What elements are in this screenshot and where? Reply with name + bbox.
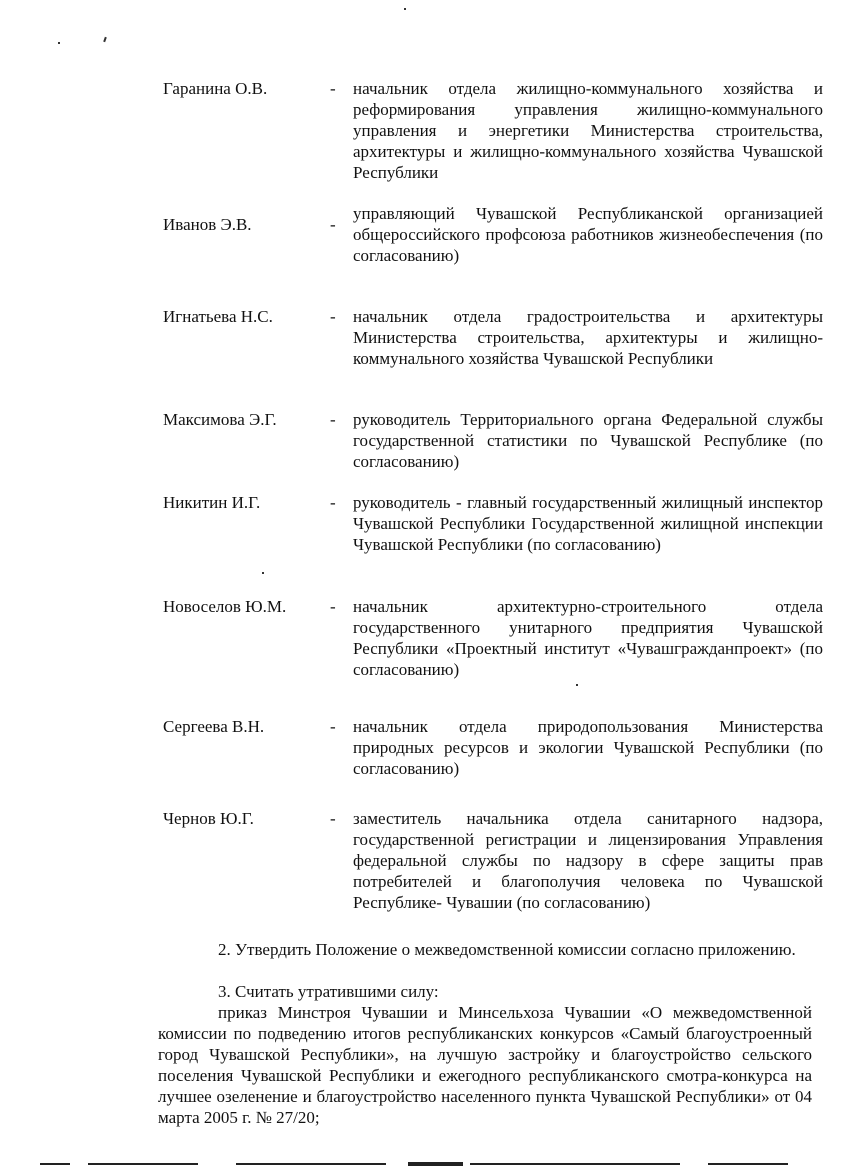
member-dash: -	[330, 79, 336, 98]
member-dash: -	[330, 597, 336, 616]
member-name: Сергеева В.Н.	[163, 717, 265, 736]
member-name: Игнатьева Н.С.	[163, 307, 273, 326]
member-position: управляющий Чувашской Республиканской организацией общероссийского профсоюза работников жизнеобеспечения (по согласованию)	[353, 204, 823, 265]
scan-edge-line	[708, 1163, 788, 1165]
member-position: начальник отдела природопользования Министерства природных ресурсов и экологии Чувашской Республики (по согласованию)	[353, 717, 823, 778]
paragraph-repeal-heading: 3. Считать утратившими силу:	[218, 982, 439, 1001]
scan-edge-line	[236, 1163, 386, 1165]
member-position: начальник отдела жилищно-коммунального хозяйства и реформирования управления жилищно-коммунального управления и энергетики Министерства строительства, архитектуры и жилищно-коммунального хозяйства Чувашской Республики	[353, 79, 823, 182]
member-dash: -	[330, 493, 336, 512]
scan-speck	[58, 42, 60, 44]
member-dash: -	[330, 215, 336, 234]
scan-edge-line	[88, 1163, 198, 1165]
member-name: Новоселов Ю.М.	[163, 597, 287, 616]
member-dash: -	[330, 717, 336, 736]
scan-edge-line	[408, 1162, 463, 1166]
member-dash: -	[330, 410, 336, 429]
paragraph-approve-regulation: 2. Утвердить Положение о межведомственной комиссии согласно приложению.	[218, 940, 796, 959]
scan-speck	[404, 8, 406, 10]
member-dash: -	[330, 809, 336, 828]
member-name: Гаранина О.В.	[163, 79, 268, 98]
paragraph-repealed-order: приказ Минстроя Чувашии и Минсельхоза Чувашии «О межведомственной комиссии по подведению итогов республиканских конкурсов «Самый благоустроенный город Чувашской Республики», на лучшую застройку и благоустройство сельского поселения Чувашской Республики и ежегодного республиканского смотра-конкурса на лучшее озеленение и благоустройство населенного пункта Чувашской Республики» от 04 марта 2005 г. № 27/20;	[158, 1003, 812, 1127]
member-position: начальник архитектурно-строительного отдела государственного унитарного предприятия Чувашской Республики «Проектный институт «Чувашгражданпроект» (по согласованию)	[353, 597, 823, 679]
member-position: руководитель Территориального органа Федеральной службы государственной статистики по Чувашской Республике (по согласованию)	[353, 410, 823, 471]
scan-speck	[262, 572, 264, 574]
member-position: начальник отдела градостроительства и архитектуры Министерства строительства, архитектуры и жилищно-коммунального хозяйства Чувашской Республики	[353, 307, 823, 368]
member-name: Иванов Э.В.	[163, 215, 252, 234]
member-dash: -	[330, 307, 336, 326]
member-name: Никитин И.Г.	[163, 493, 261, 512]
member-position: руководитель - главный государственный жилищный инспектор Чувашской Республики Государственной жилищной инспекции Чувашской Республики (по согласованию)	[353, 493, 823, 554]
member-name: Максимова Э.Г.	[163, 410, 277, 429]
member-name: Чернов Ю.Г.	[163, 809, 254, 828]
scan-speck	[103, 37, 107, 42]
scan-edge-line	[470, 1163, 680, 1165]
scan-speck	[576, 684, 578, 686]
scan-edge-line	[40, 1163, 70, 1165]
member-position: заместитель начальника отдела санитарного надзора, государственной регистрации и лицензирования Управления федеральной службы по надзору в сфере защиты прав потребителей и благополучия человека по Чувашской Республике- Чувашии (по согласованию)	[353, 809, 823, 912]
